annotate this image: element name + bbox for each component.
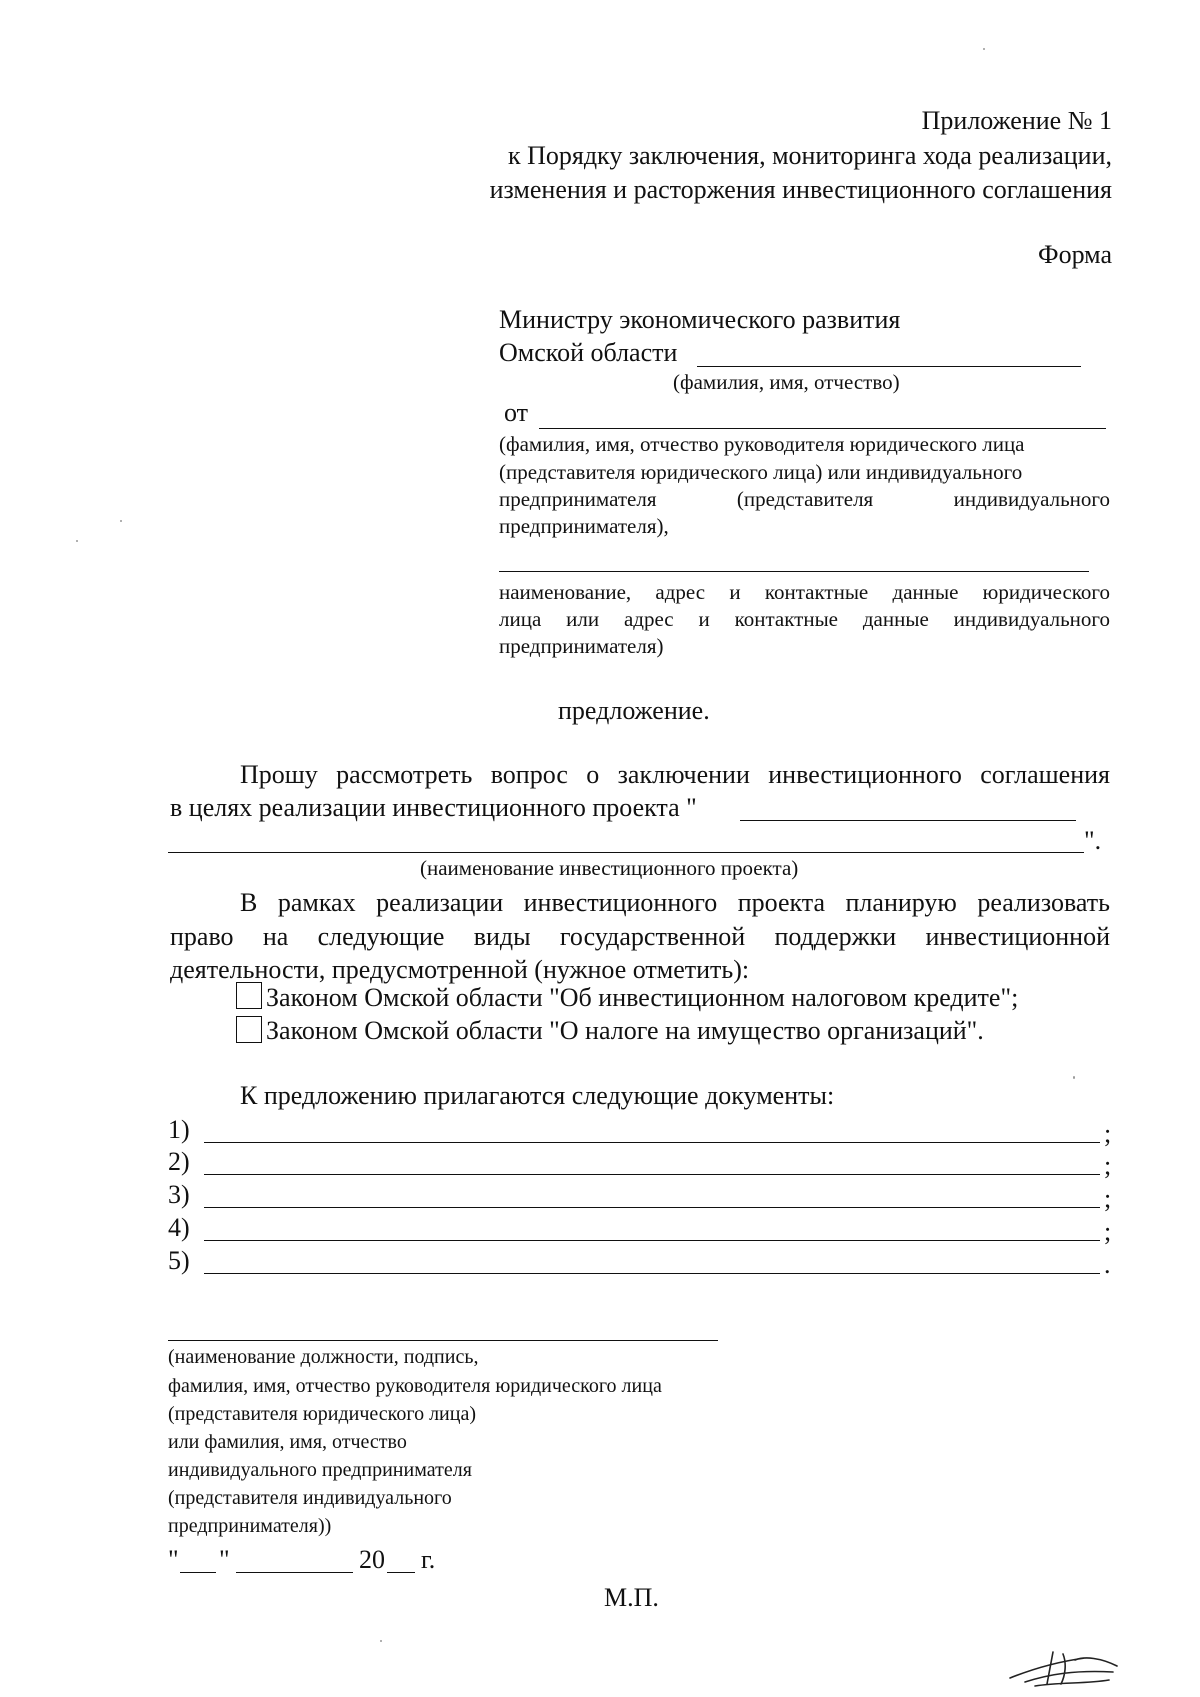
project-name-line-1 [740, 820, 1076, 821]
contacts-hint-2: лица или адрес и контактные данные индивидуального [499, 607, 1110, 631]
contacts-hint-3: предпринимателя) [499, 634, 664, 658]
doc-item-number: 2) [168, 1147, 190, 1176]
option-label-1: Законом Омской области "Об инвестиционном налоговом кредите"; [266, 983, 1019, 1012]
scan-speck [1073, 1076, 1075, 1079]
docs-intro: К предложению прилагаются следующие документы: [240, 1081, 835, 1110]
doc-item-line[interactable] [204, 1207, 1100, 1208]
date-open-quote: " [168, 1545, 179, 1574]
signature-hint-line: или фамилия, имя, отчество [168, 1431, 407, 1453]
applicant-hint-2: (представителя юридического лица) или индивидуального [499, 460, 1023, 484]
doc-item-end: ; [1104, 1217, 1112, 1246]
date-year-line[interactable] [387, 1572, 415, 1573]
doc-item-line[interactable] [204, 1273, 1100, 1274]
signature-hint-line: (представителя индивидуального [168, 1487, 452, 1509]
doc-item-line[interactable] [204, 1174, 1100, 1175]
signature-hint-line: фамилия, имя, отчество руководителя юридического лица [168, 1375, 662, 1397]
option-checkbox-1[interactable] [236, 982, 262, 1009]
appendix-line-2: к Порядку заключения, мониторинга хода реализации, [507, 141, 1112, 170]
doc-item-end: ; [1104, 1119, 1112, 1148]
doc-item-end: ; [1104, 1151, 1112, 1180]
signature-hint-line: (наименование должности, подпись, [168, 1346, 479, 1368]
scan-speck [120, 520, 122, 522]
applicant-hint-3: предпринимателя (представителя индивидуального [499, 487, 1110, 511]
doc-item-line[interactable] [204, 1142, 1100, 1143]
support-line-2: право на следующие виды государственной поддержки инвестиционной [170, 922, 1110, 951]
support-line-1: В рамках реализации инвестиционного проекта планирую реализовать [240, 888, 1110, 917]
appendix-number: Приложение № 1 [921, 106, 1112, 135]
signature-line [168, 1340, 718, 1341]
doc-item-end: ; [1104, 1184, 1112, 1213]
request-line-2: в целях реализации инвестиционного проекта " [170, 793, 697, 822]
doc-item-number: 1) [168, 1115, 190, 1144]
addressee-line-2: Омской области [499, 338, 678, 367]
date-year-prefix: 20 [359, 1545, 385, 1574]
contacts-line [499, 571, 1089, 572]
doc-item-number: 5) [168, 1246, 190, 1275]
scan-speck [983, 48, 985, 50]
doc-item-end: . [1104, 1250, 1111, 1279]
scan-speck [76, 540, 78, 542]
scan-speck [380, 1640, 382, 1642]
option-label-2: Законом Омской области "О налоге на имущество организаций". [266, 1016, 984, 1045]
doc-item-number: 4) [168, 1213, 190, 1242]
applicant-hint-1: (фамилия, имя, отчество руководителя юридического лица [499, 432, 1025, 456]
project-hint: (наименование инвестиционного проекта) [420, 856, 799, 880]
appendix-line-3: изменения и расторжения инвестиционного соглашения [489, 175, 1112, 204]
minister-fio-hint: (фамилия, имя, отчество) [673, 370, 900, 394]
signature-hint-line: предпринимателя)) [168, 1515, 332, 1537]
signature-hint-line: индивидуального предпринимателя [168, 1459, 472, 1481]
stamp-place: М.П. [604, 1583, 659, 1612]
date-year-suffix: г. [421, 1545, 436, 1574]
request-line-1: Прошу рассмотреть вопрос о заключении инвестиционного соглашения [240, 760, 1110, 789]
project-name-line-2 [168, 852, 1084, 853]
minister-name-line [697, 366, 1081, 367]
handwritten-initials-icon [1005, 1640, 1125, 1690]
signature-hint-line: (представителя юридического лица) [168, 1403, 476, 1425]
request-line-end: ". [1084, 826, 1102, 855]
form-label: Форма [1038, 240, 1112, 269]
addressee-line-1: Министру экономического развития [499, 305, 901, 334]
option-checkbox-2[interactable] [236, 1016, 262, 1043]
contacts-hint-1: наименование, адрес и контактные данные юридического [499, 580, 1110, 604]
from-label: от [504, 398, 529, 427]
doc-item-line[interactable] [204, 1240, 1100, 1241]
support-line-3: деятельности, предусмотренной (нужное отметить): [170, 955, 750, 984]
date-month-line[interactable] [236, 1572, 353, 1573]
date-close-quote: " [219, 1545, 230, 1574]
document-title: предложение. [558, 696, 710, 725]
applicant-hint-4: предпринимателя), [499, 514, 669, 538]
date-day-line[interactable] [180, 1572, 216, 1573]
from-name-line [539, 428, 1106, 429]
doc-item-number: 3) [168, 1180, 190, 1209]
